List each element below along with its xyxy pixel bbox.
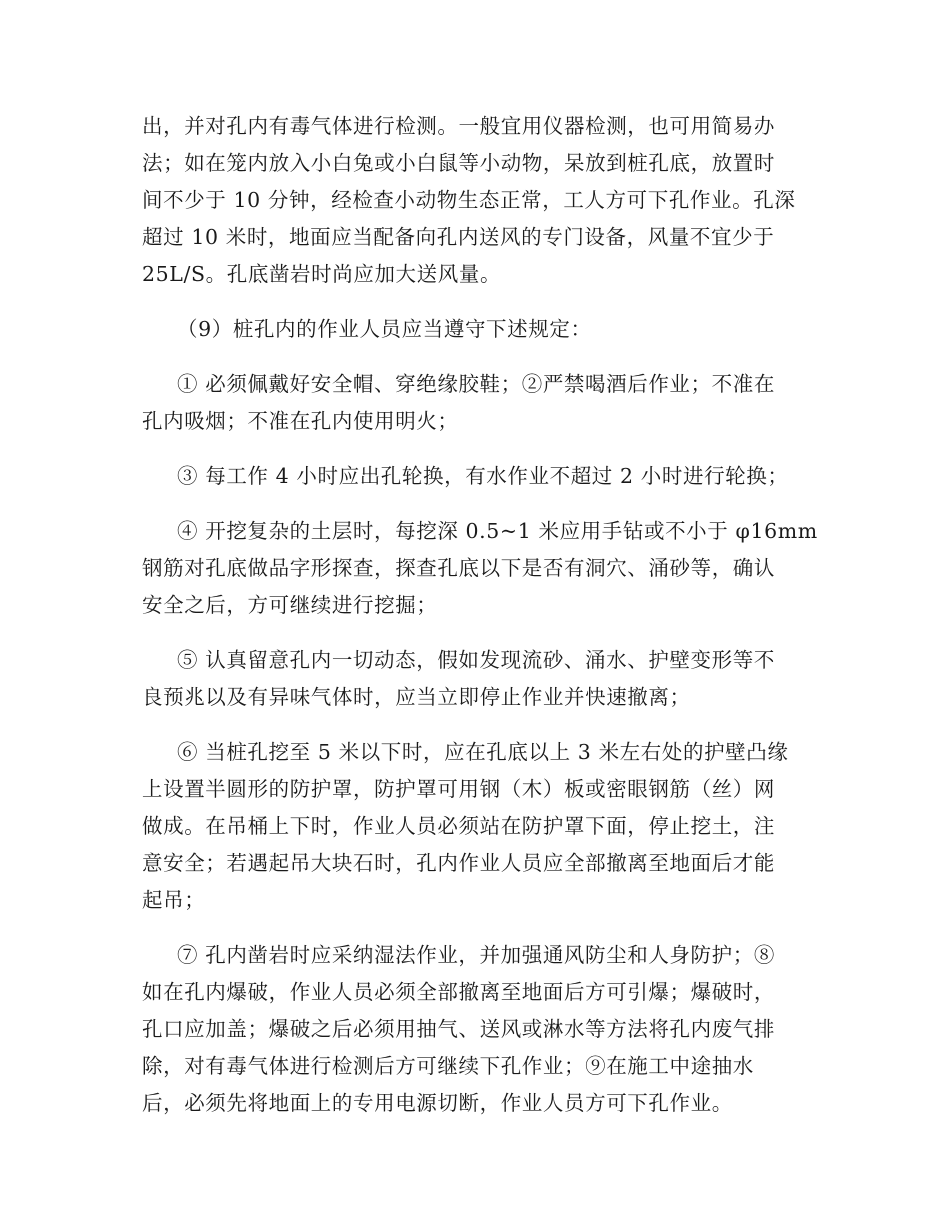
paragraph-gas-detection <box>142 108 807 293</box>
text-line: 间不少于 10 分钟，经检查小动物生态正常，工人方可下孔作业。孔深 <box>142 188 796 212</box>
text-line: 上设置半圆形的防护罩，防护罩可用钢（木）板或密眼钢筋（丝）网 <box>142 777 775 801</box>
text-line: 孔口应加盖；爆破之后必须用抽气、送风或淋水等方法将孔内废气排 <box>142 1017 775 1041</box>
text-line: 安全之后，方可继续进行挖掘； <box>142 593 438 617</box>
text-line: 25L/S。孔底凿岩时尚应加大送风量。 <box>142 262 502 286</box>
text-line: （9）桩孔内的作业人员应当遵守下述规定： <box>177 317 592 341</box>
text-line: 除，对有毒气体进行检测后方可继续下孔作业；⑨在施工中途抽水 <box>142 1054 754 1078</box>
text-line: 做成。在吊桶上下时，作业人员必须站在防护罩下面，停止挖土，注 <box>142 814 775 838</box>
text-line: 法；如在笼内放入小白兔或小白鼠等小动物，呆放到桩孔底，放置时 <box>142 151 775 175</box>
paragraph-rule-7-9 <box>142 937 807 1122</box>
text-line: ⑥ 当桩孔挖至 5 米以下时，应在孔底以上 3 米左右处的护壁凸缘 <box>177 740 789 764</box>
document-body <box>142 108 818 1140</box>
text-line: 出，并对孔内有毒气体进行检测。一般宜用仪器检测，也可用简易办 <box>142 114 775 138</box>
text-line: 起吊； <box>142 888 206 912</box>
paragraph-rule-4 <box>142 513 818 624</box>
paragraph-rule-3 <box>142 458 807 495</box>
paragraph-rule-5 <box>142 642 807 716</box>
text-line: 孔内吸烟；不准在孔内使用明火； <box>142 409 459 433</box>
text-line: 意安全；若遇起吊大块石时，孔内作业人员应全部撤离至地面后才能 <box>142 851 775 875</box>
text-line: ⑦ 孔内凿岩时应采纳湿法作业，并加强通风防尘和人身防护；⑧ <box>177 943 775 967</box>
text-line: 如在孔内爆破，作业人员必须全部撤离至地面后方可引爆；爆破时， <box>142 980 775 1004</box>
text-line: 良预兆以及有异味气体时，应当立即停止作业并快速撤离； <box>142 685 691 709</box>
text-line: 钢筋对孔底做品字形探查，探查孔底以下是否有洞穴、涌砂等，确认 <box>142 556 775 580</box>
paragraph-rule-1-2 <box>142 366 807 440</box>
text-line: 后，必须先将地面上的专用电源切断，作业人员方可下孔作业。 <box>142 1091 733 1115</box>
text-line: 超过 10 米时，地面应当配备向孔内送风的专门设备，风量不宜少于 <box>142 225 775 249</box>
text-line: ④ 开挖复杂的土层时，每挖深 0.5~1 米应用手钻或不小于 φ16mm <box>177 519 818 543</box>
text-line: ⑤ 认真留意孔内一切动态，假如发现流砂、涌水、护壁变形等不 <box>177 648 775 672</box>
paragraph-rule-6 <box>142 734 807 919</box>
paragraph-rules-heading <box>142 311 807 348</box>
text-line: ① 必须佩戴好安全帽、穿绝缘胶鞋；②严禁喝酒后作业；不准在 <box>177 372 775 396</box>
text-line: ③ 每工作 4 小时应出孔轮换，有水作业不超过 2 小时进行轮换； <box>177 464 789 488</box>
